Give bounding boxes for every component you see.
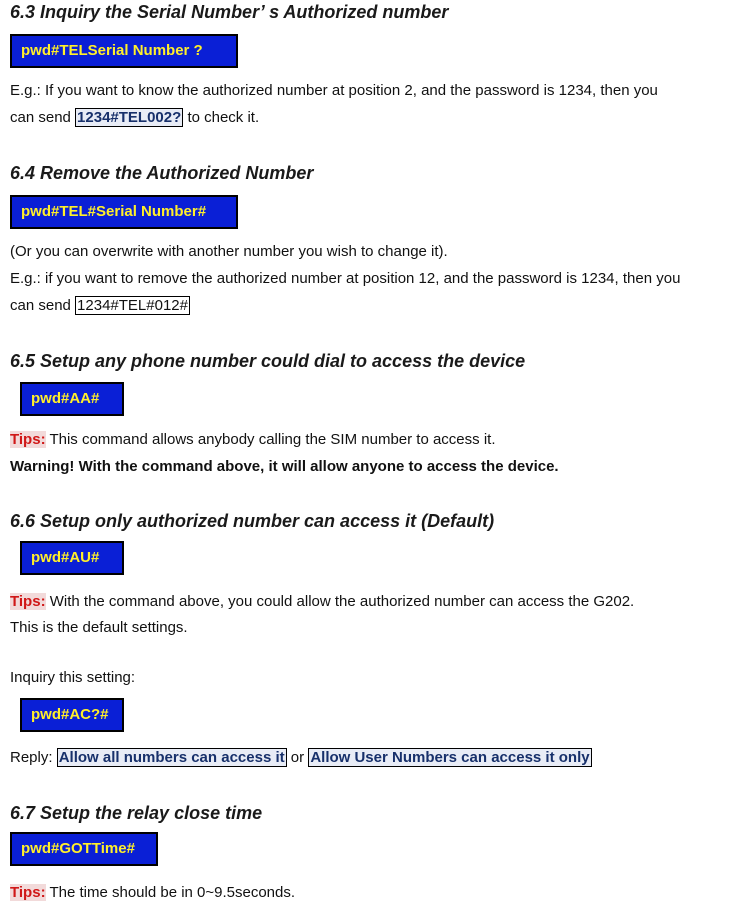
example-code: 1234#TEL002?: [77, 109, 182, 126]
example-text: E.g.: if you want to remove the authorized number at position 12, and the password is 1234, then you: [10, 270, 681, 287]
default-note: This is the default settings.: [10, 619, 188, 636]
command-box-tel-serial-inquiry: [10, 34, 238, 68]
command-text: pwd#AC?#: [31, 706, 109, 723]
command-box-ac-inquiry: [20, 698, 124, 732]
command-text: pwd#GOTTime#: [21, 840, 135, 857]
section-heading-6-4: 6.4 Remove the Authorized Number: [10, 163, 314, 183]
tips-line: [10, 431, 496, 448]
command-box-got-time: [10, 832, 158, 866]
note-text: (Or you can overwrite with another number you wish to change it).: [10, 243, 448, 260]
reply-line: [10, 749, 592, 766]
example-text: E.g.: If you want to know the authorized number at position 2, and the password is 1234, then you: [10, 82, 658, 99]
section-heading-6-3: 6.3 Inquiry the Serial Number’ s Authorized number: [10, 2, 449, 22]
tips-text: This command allows anybody calling the SIM number to access it.: [45, 431, 496, 448]
tips-line: [10, 884, 295, 901]
warning-text: Warning! With the command above, it will allow anyone to access the device.: [10, 458, 559, 475]
reply-option-user: Allow User Numbers can access it only: [310, 749, 590, 766]
example-send-line: [10, 297, 190, 314]
command-box-au: [20, 541, 124, 575]
example-suffix: to check it.: [183, 109, 260, 126]
section-heading-6-6: 6.6 Setup only authorized number can access it (Default): [10, 511, 495, 531]
command-box-aa: [20, 382, 124, 416]
section-heading-6-5: 6.5 Setup any phone number could dial to access the device: [10, 351, 526, 371]
send-prefix: can send: [10, 297, 76, 314]
command-box-tel-remove: [10, 195, 238, 229]
command-text: pwd#TEL#Serial Number#: [21, 203, 207, 220]
inquiry-label: Inquiry this setting:: [10, 669, 136, 686]
tips-text: With the command above, you could allow the authorized number can access the G202.: [45, 593, 635, 610]
section-heading-6-7: 6.7 Setup the relay close time: [10, 803, 263, 823]
command-text: pwd#AU#: [31, 549, 100, 566]
tips-line: [10, 593, 634, 610]
tips-label: Tips:: [10, 884, 46, 901]
tips-text: The time should be in 0~9.5seconds.: [45, 884, 296, 901]
reply-label: Reply:: [10, 749, 57, 766]
tips-label: Tips:: [10, 593, 46, 610]
command-text: pwd#TELSerial Number ?: [21, 42, 203, 59]
reply-or: or: [286, 749, 309, 766]
send-prefix: can send: [10, 109, 76, 126]
example-send-line: [10, 109, 259, 126]
example-code: 1234#TEL#012#: [77, 297, 188, 314]
reply-option-all: Allow all numbers can access it: [58, 749, 285, 766]
command-text: pwd#AA#: [31, 390, 100, 407]
tips-label: Tips:: [10, 431, 46, 448]
